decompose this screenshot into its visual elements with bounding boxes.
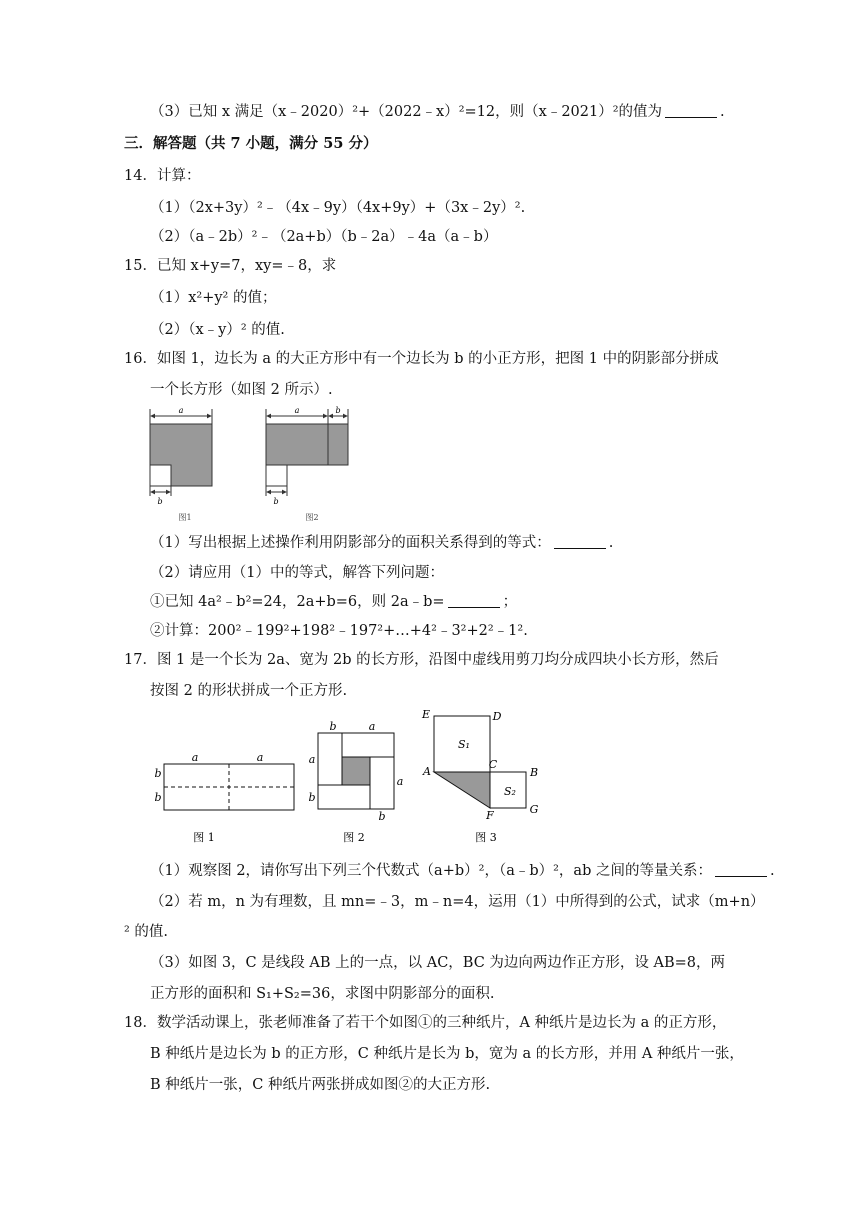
caption-fig2: 图2: [305, 513, 319, 522]
label-b: b: [335, 406, 341, 415]
label-B: B: [529, 766, 539, 779]
label-b: b: [378, 810, 386, 823]
q17-stem-1: 17．图 1 是一个长为 2a、宽为 2b 的长方形，沿图中虚线用剪刀均分成四块小长方形，然后: [124, 652, 719, 668]
q15-part2: （2）（x﹣y）² 的值.: [150, 322, 285, 338]
figure-16: [140, 404, 380, 524]
label-F: F: [486, 809, 494, 822]
q15-part1: （1）x²+y² 的值；: [150, 290, 277, 306]
section-title: 三．解答题（共 7 小题，满分 55 分）: [124, 135, 378, 152]
label-D: D: [492, 710, 502, 723]
label-a: a: [396, 775, 404, 788]
q16-part2: （2）请应用（1）中的等式，解答下列问题：: [150, 565, 444, 581]
label-S2: S₂: [504, 785, 516, 798]
label-a: a: [178, 406, 184, 415]
label-a: a: [368, 720, 376, 733]
q17-part2-2: ² 的值.: [124, 924, 169, 940]
label-a: a: [256, 751, 264, 764]
q17-part3-1: （3）如图 3，C 是线段 AB 上的一点，以 AC，BC 为边向两边作正方形，设 AB=8，两: [150, 955, 726, 971]
q17-stem-2: 按图 2 的形状拼成一个正方形.: [150, 683, 348, 699]
answer-blank[interactable]: [665, 103, 717, 118]
q14-part2: （2）（a﹣2b）²﹣（2a+b）（b﹣2a）﹣4a（a﹣b）: [150, 229, 498, 245]
answer-blank[interactable]: [715, 862, 767, 877]
label-a: a: [294, 406, 300, 415]
label-b: b: [308, 791, 316, 804]
label-b: b: [154, 791, 162, 804]
label-A: A: [423, 765, 431, 778]
q16-stem-1: 16．如图 1，边长为 a 的大正方形中有一个边长为 b 的小正方形，把图 1 中的阴影部分拼成: [124, 351, 719, 367]
q17-part1: （1）观察图 2，请你写出下列三个代数式（a+b）²，（a﹣b）²，ab 之间的等量关系： .: [150, 863, 775, 879]
figure-17: [150, 706, 570, 851]
q18-stem-2: B 种纸片是边长为 b 的正方形，C 种纸片是长为 b，宽为 a 的长方形，并用 A 种纸片一张，: [150, 1046, 744, 1062]
q16-part2a: ①已知 4a²﹣b²=24，2a+b=6，则 2a﹣b= ；: [150, 594, 518, 610]
label-a: a: [191, 751, 199, 764]
caption-fig3: 图 3: [475, 831, 497, 844]
label-b: b: [273, 497, 279, 506]
q17-part3-2: 正方形的面积和 S₁+S₂=36，求图中阴影部分的面积.: [150, 986, 495, 1002]
label-C: C: [488, 758, 498, 771]
label-b: b: [154, 767, 162, 780]
label-b: b: [157, 497, 163, 506]
q18-stem-1: 18．数学活动课上，张老师准备了若干个如图①的三种纸片，A 种纸片是边长为 a 的正方形，: [124, 1015, 727, 1031]
label-E: E: [421, 708, 431, 721]
label-a: a: [308, 753, 316, 766]
caption-fig1: 图 1: [193, 831, 215, 844]
caption-fig2: 图 2: [343, 831, 365, 844]
q14-stem: 14．计算：: [124, 168, 201, 184]
label-b: b: [329, 720, 337, 733]
q18-stem-3: B 种纸片一张，C 种纸片两张拼成如图②的大正方形.: [150, 1077, 491, 1093]
q17-part2-1: （2）若 m，n 为有理数，且 mn=﹣3，m﹣n=4，运用（1）中所得到的公式，试求（m+n）: [150, 894, 765, 910]
q15-stem: 15．已知 x+y=7，xy=﹣8，求: [124, 258, 337, 274]
q16-stem-2: 一个长方形（如图 2 所示）.: [150, 382, 333, 398]
q13-part3: （3）已知 x 满足（x﹣2020）²+（2022﹣x）²=12，则（x﹣2021）²的值为 .: [150, 104, 725, 120]
label-G: G: [529, 803, 539, 816]
label-S1: S₁: [458, 738, 470, 751]
caption-fig1: 图1: [178, 513, 192, 522]
q14-part1: （1）（2x+3y）²﹣（4x﹣9y）（4x+9y）+（3x﹣2y）².: [150, 200, 526, 216]
answer-blank[interactable]: [448, 593, 500, 608]
q16-part2b: ②计算：200²﹣199²+198²﹣197²+…+4²﹣3²+2²﹣1².: [150, 623, 528, 639]
q16-part1: （1）写出根据上述操作利用阴影部分的面积关系得到的等式： .: [150, 535, 614, 551]
answer-blank[interactable]: [554, 534, 606, 549]
